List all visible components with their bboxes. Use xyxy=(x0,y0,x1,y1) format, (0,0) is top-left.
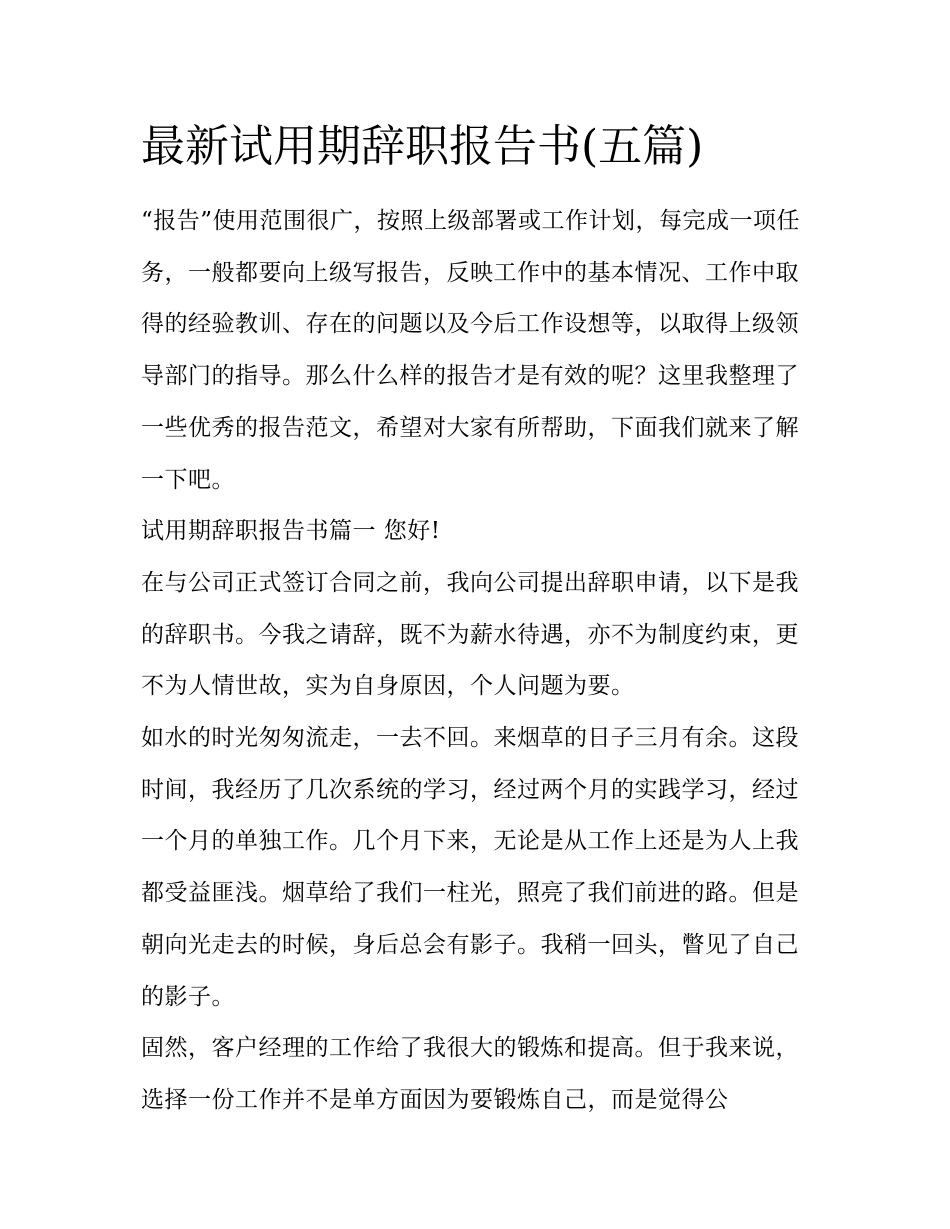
body-paragraph: 如水的时光匆匆流走，一去不回。来烟草的日子三月有余。这段时间，我经历了几次系统的学习，经过两个月的实践学习，经过一个月的单独工作。几个月下来，无论是从工作上还是为人上我都受益匪浅。烟草给了我们一柱光，照亮了我们前进的路。但是朝向光走去的时候，身后总会有影子。我稍一回头，瞥见了自己的影子。 xyxy=(141,725,799,1010)
body-paragraph: 固然，客户经理的工作给了我很大的锻炼和提高。但于我来说，选择一份工作并不是单方面因为要锻炼自己，而是觉得公 xyxy=(141,1035,799,1113)
intro-paragraph: “报告”使用范围很广，按照上级部署或工作计划，每完成一项任务，一般都要向上级写报告，反映工作中的基本情况、工作中取得的经验教训、存在的问题以及今后工作设想等，以取得上级领导部门的指导。那么什么样的报告才是有效的呢？这里我整理了一些优秀的报告范文，希望对大家有所帮助，下面我们就来了解一下吧。 xyxy=(141,208,801,493)
document-title: 最新试用期辞职报告书(五篇) xyxy=(141,121,704,172)
section-heading: 试用期辞职报告书篇一 您好! xyxy=(141,518,441,545)
document-body xyxy=(141,196,813,1127)
body-paragraph: 在与公司正式签订合同之前，我向公司提出辞职申请，以下是我的辞职书。今我之请辞，既不为薪水待遇，亦不为制度约束，更不为人情世故，实为自身原因，个人问题为要。 xyxy=(141,569,799,700)
